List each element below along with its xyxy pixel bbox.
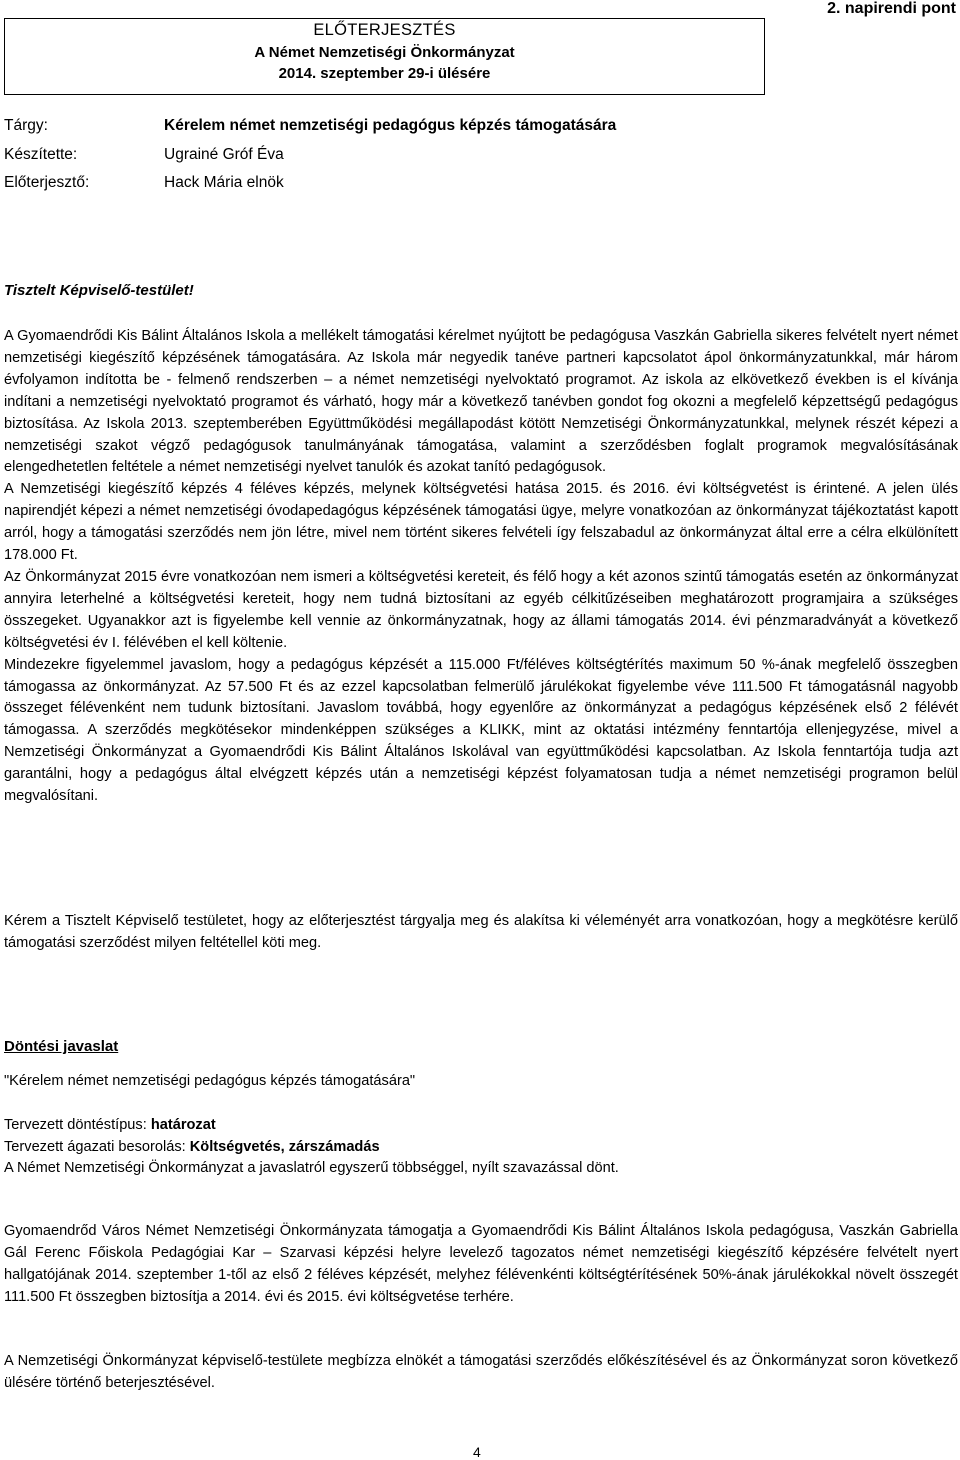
presenter-value: Hack Mária elnök (164, 174, 284, 191)
mandate-paragraph: A Nemzetiségi Önkormányzat képviselő-testülete megbízza elnökét a támogatási szerződés előkészítésével és az Önkormányzat soron következő ülésére történő beterjesztésével. (4, 1353, 958, 1391)
decision-sector-line (4, 1137, 619, 1159)
header-box (4, 18, 765, 95)
header-session-date: 2014. szeptember 29-i ülésére (278, 65, 491, 82)
prepared-value: Ugrainé Gróf Éva (164, 145, 284, 163)
decision-quote: "Kérelem német nemzetiségi pedagógus képzés támogatására" (4, 1073, 416, 1089)
presenter-label: Előterjesztő: (4, 174, 90, 191)
subject-value: Kérelem német nemzetiségi pedagógus képzés támogatására (164, 117, 617, 134)
paragraph-budget-risk: Az Önkormányzat 2015 évre vonatkozóan nem ismeri a költségvetési kereteit, és félő hogy a két azonos szintű támogatás esetén az önkormányzat annyira leterhelné a költségvetési kereteit, hogy nem tudná biztosítani az egyéb célkitűzéseiben meghatározott programjaira a szükséges összegeket. Ugyanakkor azt is figyelembe kell vennie az önkormányzatnak, hogy az állami támogatás 2014. évi pénzmaradványát a következő költségvetési év I. félévében el kell költenie. (4, 568, 958, 651)
decision-title: Döntési javaslat (4, 1038, 119, 1055)
prepared-label: Készítette: (4, 145, 78, 163)
salutation: Tisztelt Képviselő-testület! (4, 282, 194, 299)
page-number: 4 (473, 1444, 481, 1460)
request-paragraph: Kérem a Tisztelt Képviselő testületet, hogy az előterjesztést tárgyalja meg és alakítsa ki véleményét arra vonatkozóan, hogy a megkötésre kerülő támogatási szerződést milyen feltétellel köti meg. (4, 913, 958, 951)
meta-row-presenter (4, 174, 616, 203)
header-body-name: A Német Nemzetiségi Önkormányzat (254, 43, 515, 61)
paragraph-proposal: Mindezekre figyelemmel javaslom, hogy a pedagógus képzését a 115.000 Ft/féléves költségtérítés maximum 50 %-ának megfelelő összegben támogassa az önkormányzat. Az 57.500 Ft és az ezzel kapcsolatban felmerülő járulékokat figyelembe véve 111.500 Ft támogatásnál nagyobb összeget félévenként nem tudunk biztosítani. Javaslom továbbá, hogy egyenlőre az önkormányzat a pedagógus képzésének első 2 félévét támogassa. A szerződés megkötésekor mindenképpen szükséges a KLIKK, mint az oktatási intézmény fenntartója ellenjegyzése, mivel a Nemzetiségi Önkormányzat a Gyomaendrődi Kis Bálint Általános Iskolával van együttműködési kapcsolatban. Az Iskola fenntartója tudja azt garantálni, hogy a pedagógus által elvégzett képzés után a nemzetiségi képzést folyamatosan tudja a német nemzetiségi programon belül megvalósítani. (4, 656, 958, 805)
meta-block (4, 117, 616, 203)
decision-type-line (4, 1115, 619, 1137)
subject-label: Tárgy: (4, 117, 48, 134)
agenda-item-label: 2. napirendi pont (827, 0, 956, 17)
decision-type-value: határozat (150, 1117, 216, 1133)
decision-details (4, 1115, 619, 1180)
decision-type-label: Tervezett döntéstípus: (4, 1117, 151, 1133)
resolution-paragraph: Gyomaendrőd Város Német Nemzetiségi Önkormányzata támogatja a Gyomaendrődi Kis Bálint Általános Iskola pedagógusa, Vaszkán Gabriella Gál Ferenc Főiskola Pedagógiai Kar – Szarvasi képzési helyre levelező tagozatos német nemzetiségi kiegészítő képzésére felvételt nyert hallgatójának 2014. szeptember 1-től az első 2 féléves képzését, melyhez félévenkénti költségtérítésének 50%-ának járulékokkal növelt összegét 111.500 Ft összegben biztosítja a 2014. évi és 2015. évi költségvetése terhére. (4, 1223, 958, 1305)
paragraph-intro: A Gyomaendrődi Kis Bálint Általános Iskola a mellékelt támogatási kérelmet nyújtott be pedagógusa Vaszkán Gabriella sikeres felvételt nyert német nemzetiségi kiegészítő képzésének támogatására. Az Iskola már negyedik tanéve partneri kapcsolatot ápol önkormányzatunkkal, már három évfolyamon indította be - felmenő rendszerben – a német nemzetiségi nyelvoktató programot. Az iskola az elkövetkező években is el kívánja indítani a nemzetiségi nyelvoktató programot és várható, hogy már a következő tanévben gondot fog okozni a megfelelő képzettségű pedagógus biztosítása. Az Iskola 2013. szeptemberében Együttműködési megállapodást kötött Nemzetiségi Önkormányzatunkkal, melynek részét képezi a nemzetiségi szakot végző pedagógusok tanulmányának támogatása, valamint a szerződésben foglalt programok megvalósításának elengedhetetlen feltétele a német nemzetiségi nyelvet tanulók és azokat tanító pedagógusok. (4, 328, 958, 476)
meta-row-subject (4, 117, 616, 146)
decision-sector-value: Költségvetés, zárszámadás (189, 1138, 380, 1155)
meta-row-prepared (4, 146, 616, 175)
decision-sector-label: Tervezett ágazati besorolás: (4, 1138, 190, 1155)
paragraph-budget: A Nemzetiségi kiegészítő képzés 4 féléves képzés, melynek költségvetési hatása 2015. és 2016. évi költségvetést is érintené. A jelen ülés napirendjét képezi a német nemzetiségi óvodapedagógus képzésének támogatási ügye, melyre vonatkozóan az önkormányzat tájékoztatást kapott arról, hogy a támogatási szerződés nem jön létre, mivel nem történt sikeres felvételi így felszabadul az önkormányzat által erre a célra elkülönített 178.000 Ft. (4, 481, 958, 564)
main-text (4, 326, 958, 808)
decision-vote-line: A Német Nemzetiségi Önkormányzat a javaslatról egyszerű többséggel, nyílt szavazással dönt. (4, 1160, 619, 1176)
document-title: ELŐTERJESZTÉS (313, 21, 456, 39)
